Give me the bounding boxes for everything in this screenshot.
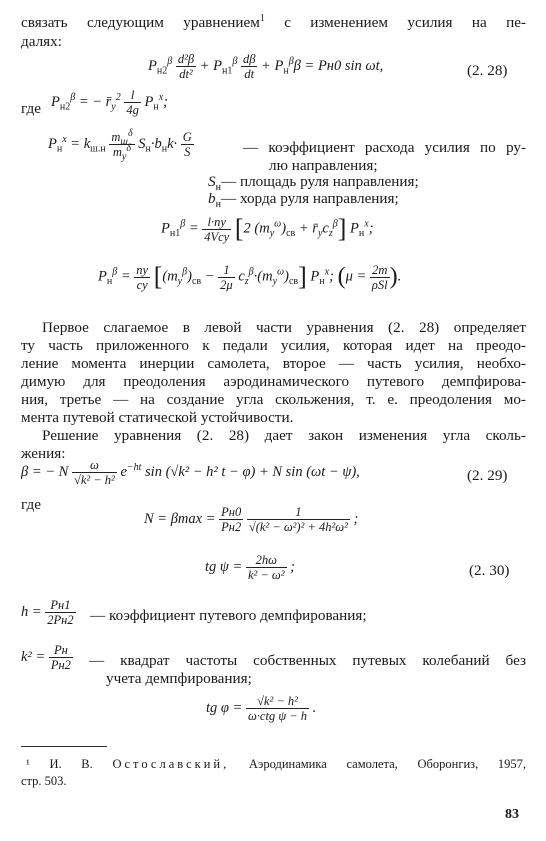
equation-number: (2. 30) [469,562,510,579]
equation-2-30: tg ψ = $\frac{2h\omega}{\text{k² − ω²}}$ ; [205,553,295,582]
footnote-line: стр. 503. [21,774,67,788]
text-line: — квадрат частоты собственных путевых колебаний без [89,652,526,669]
equation-pn: $P_н^\beta$ = $\frac{ny}{cy}$ [$(m_y^\beta)_{св}$ − $\frac{1}{2\mu}$ $c_z^\beta\cdot(m_y^\omega)_{св}$] $P_н^x$; (μ = 2m ρSl ). [98,262,402,292]
text-line: далях: [21,33,62,50]
paragraph-line: димую для преодоления аэродинамического путевого демпфирова- [21,373,526,390]
text-where: где [21,496,41,513]
equation-2-29: β = − N $\frac{\omega}{\text{√k² − h²}}$ $e^{-ht}$ sin (√k² − h² t − φ) + N sin (ωt − ψ), [21,458,360,487]
paragraph-line: жения: [21,445,66,462]
paragraph-line: ту часть приложенного к педали усилия, которая идет на преодо- [21,337,526,354]
equation-2-28: $P_{н2}^\beta$ $\frac{\text{d²β}}{\text{dt²}}$ + $P_{н1}^\beta$ $\frac{d\beta}{dt}$ + $P_н^\beta\beta = Pн0$ sin ωt, [148,52,384,81]
footnote-line: ¹ И. В. Остославский, Аэродинамика самолета, Оборонгиз, 1957, [26,757,527,771]
equation-k: k² = Pн Pн2 [21,643,71,672]
paragraph-line: Решение уравнения (2. 28) дает закон изменения угла сколь- [42,427,526,444]
footnote-mark: 1 [259,12,265,24]
s-definition: $S_н—$ площадь руля направления; [208,173,419,194]
equation-h: h = Pн1 2Pн2 [21,598,74,627]
paragraph-line: ление момента инерции самолета, второе — часть усилия, необхо- [21,355,526,372]
equation-pn1: $P_{н1}^\beta$ = l·ny 4Vcy [2 $(m_y^\omega)_{св}$ + $r̄_yc_z^\beta$] $P_н^x$; [161,214,374,244]
footnote-rule [21,746,107,747]
equation-number: (2. 28) [467,62,508,79]
page-number: 83 [505,807,519,822]
equation-number: (2. 29) [467,467,508,484]
text-line: — коэффициент путевого демпфирования; [90,607,367,624]
paragraph-line: мента путевой статической устойчивости. [21,409,294,426]
text-line: учета демпфирования; [106,670,252,687]
text-where: где [21,100,41,117]
equation-phi: tg φ = √k² − h² ω·ctg ψ − h . [206,694,317,723]
text-line: связать следующим уравнением$^1$ с изменением усилия на пе- [21,12,526,31]
paragraph-line: ния, третье — на создание угла скольжения, т. е. преодоления мо- [21,391,526,408]
equation-pnx: $P_н^x = k_{ш.н}$ $m_ш^\delta$ $m_y^\delta$ $S_н\cdot b_нk\cdot$ $\frac{G}{S}$ [48,127,192,163]
text-line: лю направления; [269,157,378,174]
equation-pn2: $P_{н2}^\beta$ = − $r̄_y^2$ $\frac{l}{4g}$ $P_н^x$; [51,88,169,117]
equation-n: N = βmax = Pн0 Pн2 $\frac{1}{\text{√(k² − ω²)² + 4h²ω²}}$ ; [144,505,359,534]
text-line: — коэффициент расхода усилия по ру- [243,139,526,156]
paragraph-line: Первое слагаемое в левой части уравнения (2. 28) определяет [42,319,526,336]
b-definition: $b_н—$ хорда руля направления; [208,190,399,211]
